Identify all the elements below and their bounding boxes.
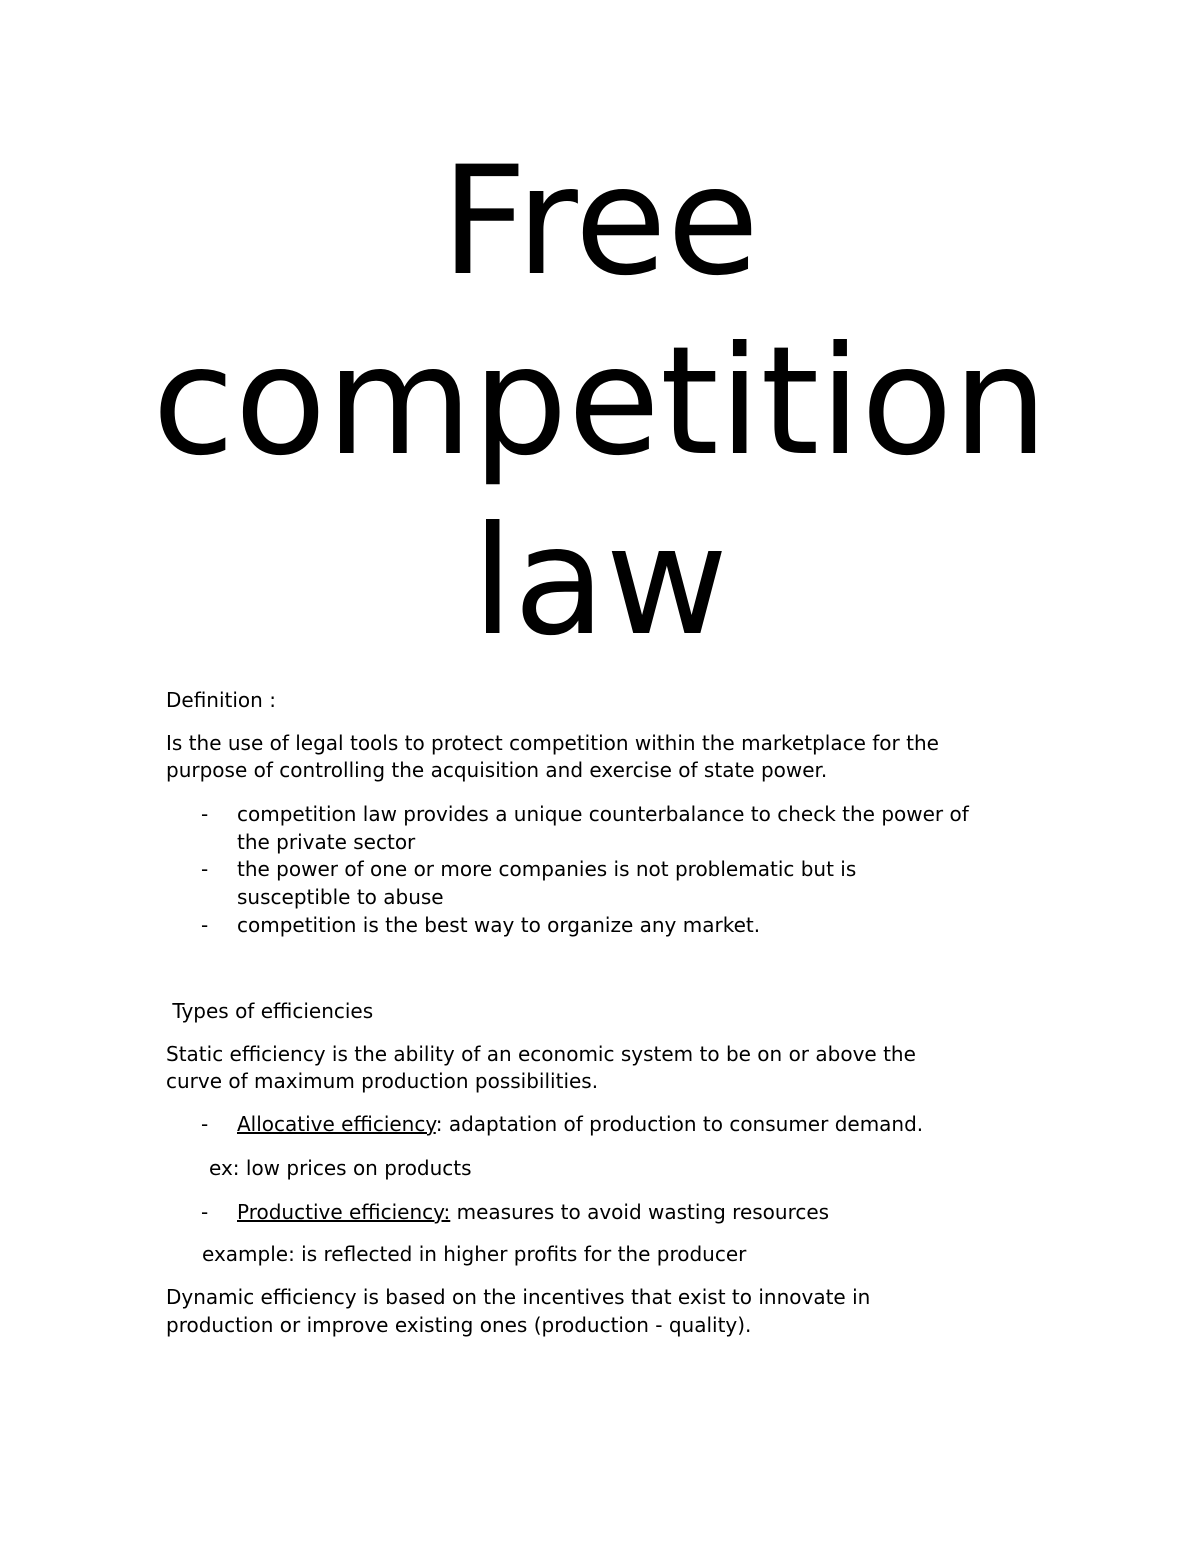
static-text-line-1: Static efficiency is the ability of an economic system to be on or above the [166,1042,916,1066]
title-line-3: law [471,495,729,669]
definition-text-line-2: purpose of controlling the acquisition and exercise of state power. [166,758,828,782]
bullet-dash: - [201,1112,209,1136]
definition-bullet-1-line-2: the private sector [237,830,416,854]
bullet-dash: - [201,802,209,826]
allocative-bullet [237,1110,923,1138]
bullet-dash: - [201,857,209,881]
productive-description: measures to avoid wasting resources [450,1200,830,1224]
definition-heading: Definition : [166,688,276,712]
title-line-2: competition [152,315,1048,489]
definition-bullet-2-line-2: susceptible to abuse [237,885,444,909]
dynamic-text-line-1: Dynamic efficiency is based on the incentives that exist to innovate in [166,1285,871,1309]
bullet-dash: - [201,1200,209,1224]
title-line-1: Free [440,135,760,309]
definition-bullet-1-line-1: competition law provides a unique counterbalance to check the power of [237,802,969,826]
bullet-dash: - [201,913,209,937]
definition-bullet-3-line-1: competition is the best way to organize any market. [237,913,761,937]
productive-example: example: is reflected in higher profits for the producer [202,1242,747,1266]
allocative-term: Allocative efficiency [237,1112,436,1136]
allocative-description: : adaptation of production to consumer demand. [435,1112,924,1136]
definition-bullet-2-line-1: the power of one or more companies is not problematic but is [237,857,857,881]
productive-term: Productive efficiency: [237,1200,451,1224]
definition-text-line-1: Is the use of legal tools to protect competition within the marketplace for the [166,731,939,755]
allocative-example: ex: low prices on products [209,1156,472,1180]
static-text-line-2: curve of maximum production possibilities. [166,1069,599,1093]
types-heading: Types of efficiencies [166,999,374,1023]
dynamic-text-line-2: production or improve existing ones (production - quality). [166,1313,752,1337]
productive-bullet [237,1198,829,1226]
